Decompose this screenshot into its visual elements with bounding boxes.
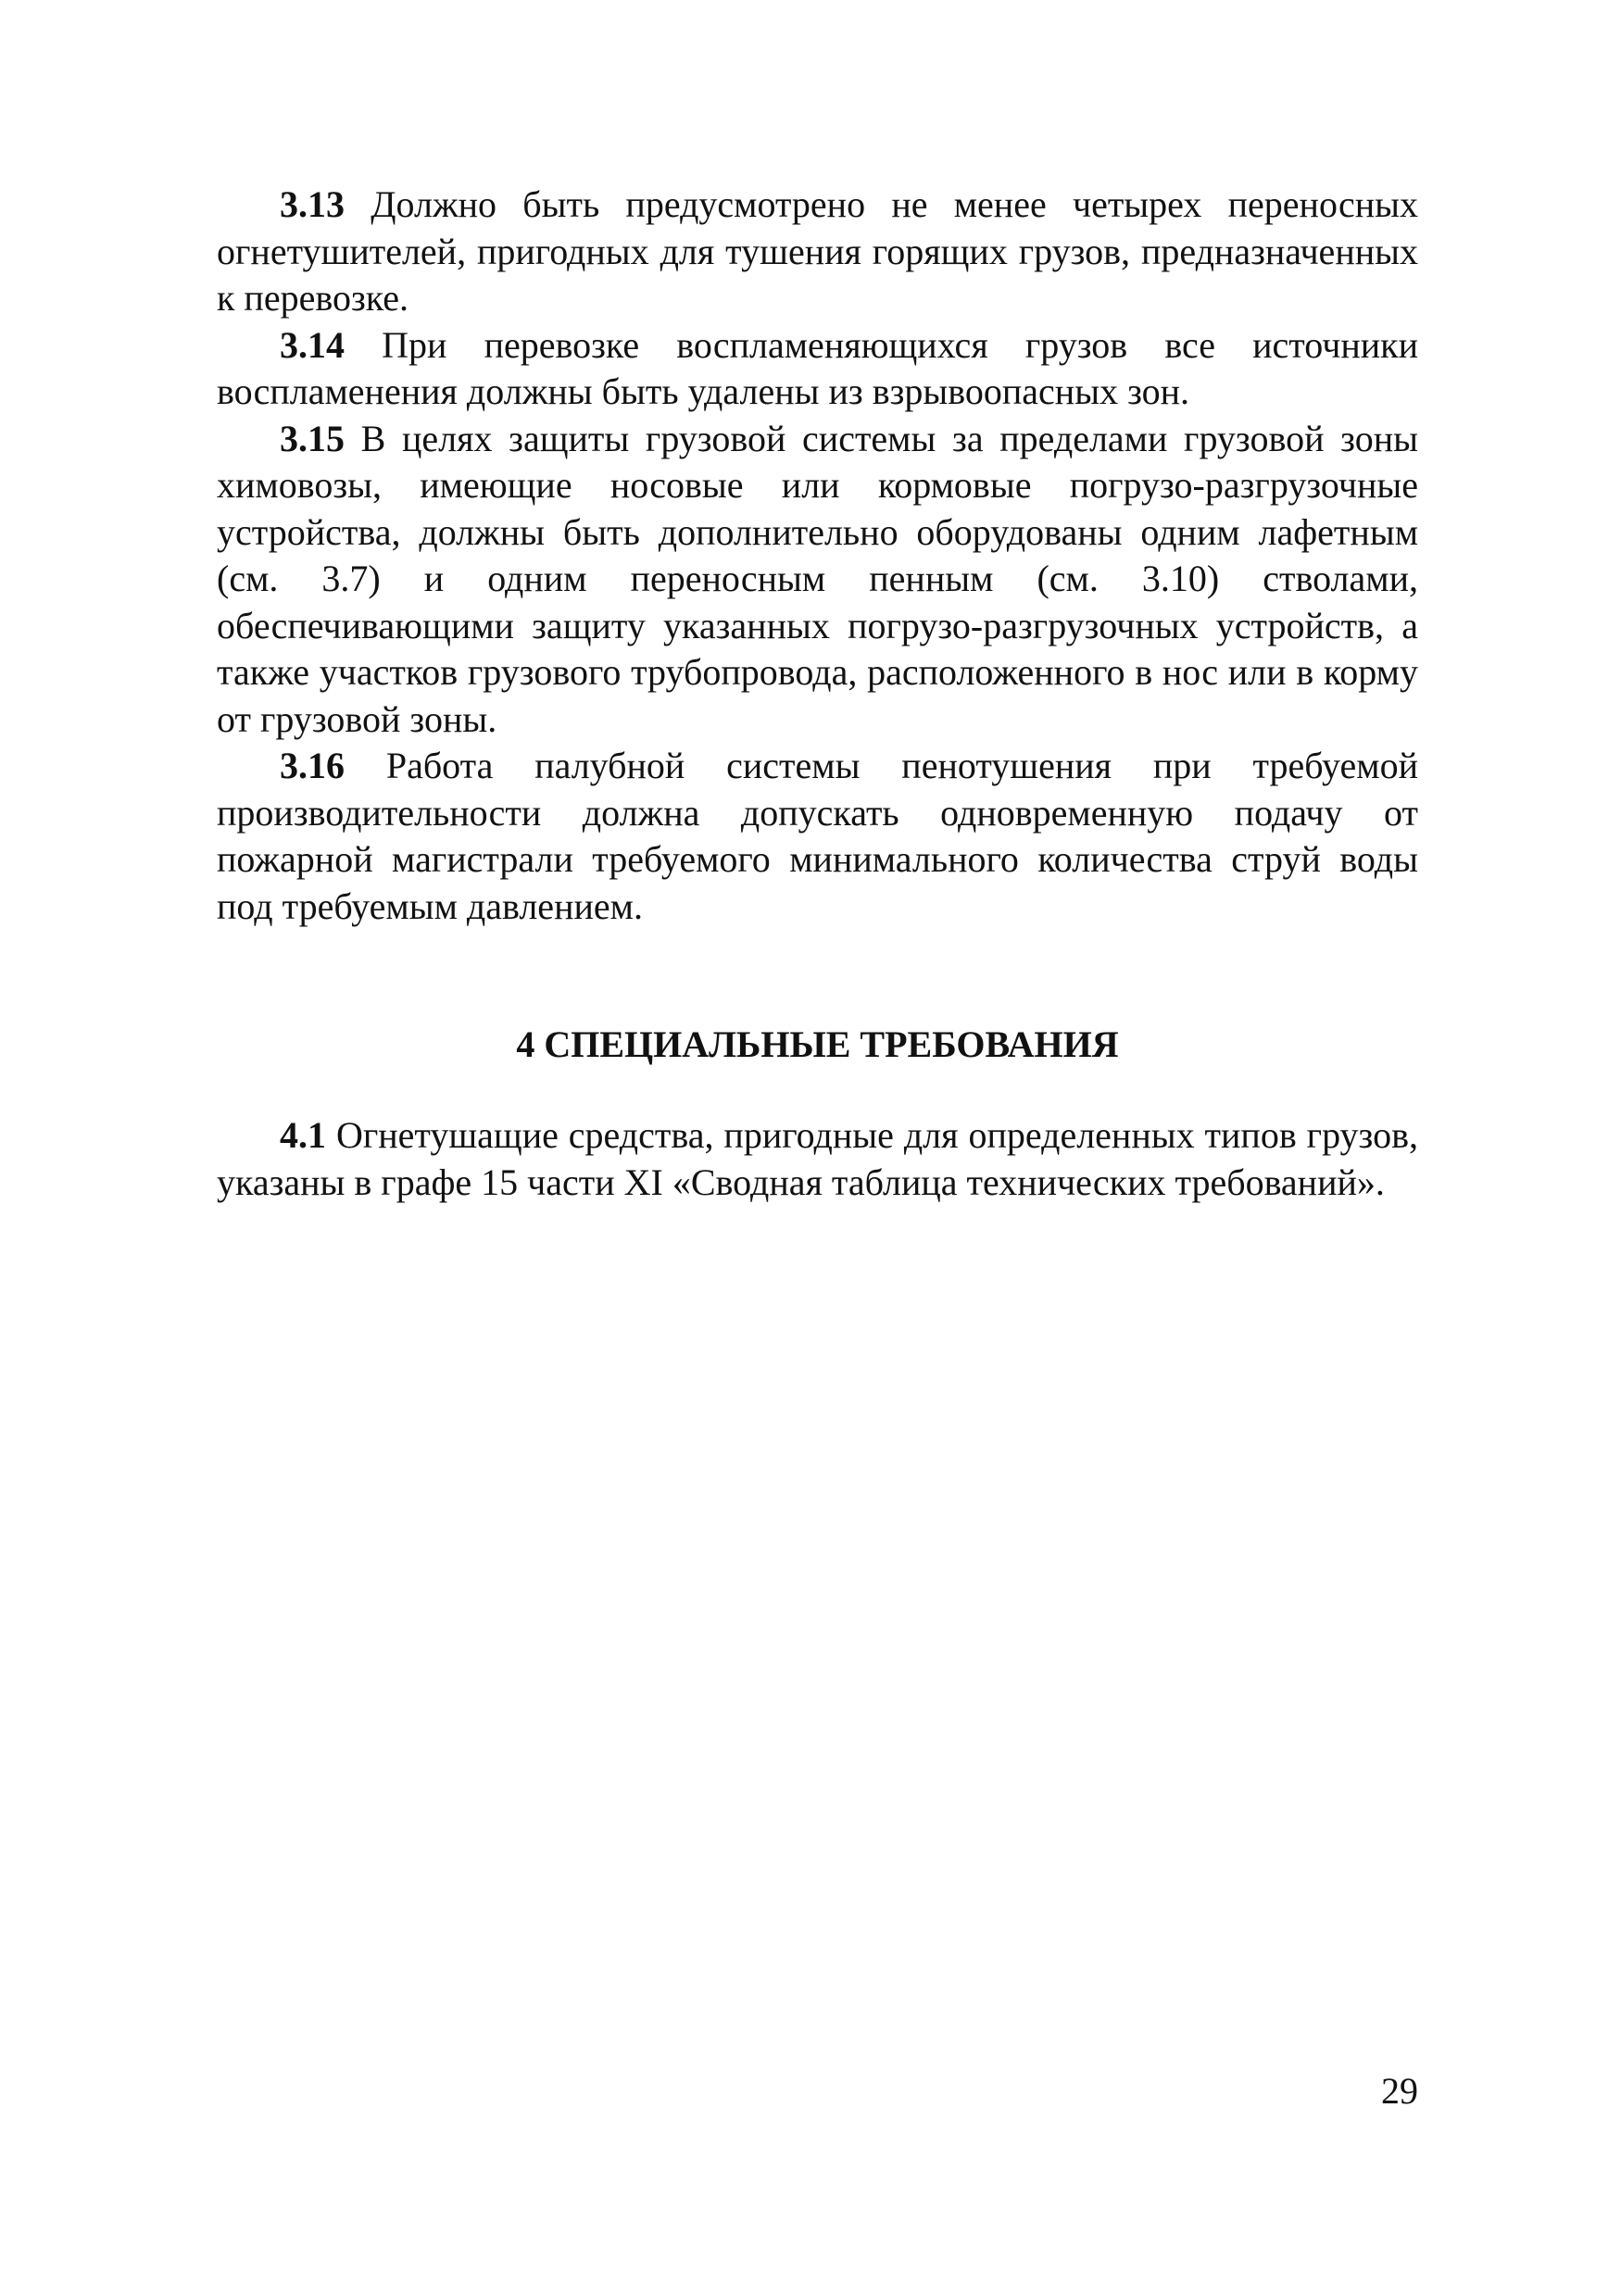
paragraph-3-14 [217, 322, 1418, 416]
paragraph-text: При перевозке воспламеняющихся грузов все источники воспламенения должны быть удалены из взрывоопасных зон. [217, 323, 1418, 412]
paragraph-number: 3.14 [280, 323, 345, 366]
paragraph-number: 4.1 [280, 1114, 326, 1156]
paragraph-number: 3.16 [280, 745, 345, 786]
paragraph-text: Работа палубной системы пенотушения при требуемой производительности должна допускать одновременную подачу от пожарной магистрали требуемого минимального количества струй воды под требуемым давлением. [217, 745, 1418, 927]
section-heading: 4 СПЕЦИАЛЬНЫЕ ТРЕБОВАНИЯ [516, 1023, 1119, 1065]
paragraph-4-1 [217, 1112, 1418, 1206]
section-body [217, 1112, 1418, 1206]
paragraph-number: 3.15 [280, 417, 345, 459]
paragraph-text: В целях защиты грузовой системы за пределами грузовой зоны химовозы, имеющие носовые или кормовые погрузо-разгрузочные устройства, должны быть дополнительно оборудованы одним лафетным (см. 3.7) и одним переносным пенным (см. 3.10) стволами, обеспечивающими защиту указанных погрузо-разгрузочных устройств, а также участков грузового трубопровода, расположенного в нос или в корму от грузовой зоны. [217, 417, 1418, 740]
paragraph-number: 3.13 [280, 183, 345, 225]
paragraph-text: Должно быть предусмотрено не менее четырех переносных огнетушителей, пригодных для тушения горящих грузов, предназначенных к перевозке. [217, 183, 1418, 319]
document-body [217, 182, 1418, 1206]
page-number: 29 [1381, 2070, 1418, 2112]
paragraph-3-13 [217, 182, 1418, 322]
paragraph-text: Огнетушащие средства, пригодные для определенных типов грузов, указаны в графе 15 части XI «Сводная таблица технических требований». [217, 1114, 1418, 1203]
paragraph-3-15 [217, 416, 1418, 744]
paragraph-3-16 [217, 743, 1418, 930]
